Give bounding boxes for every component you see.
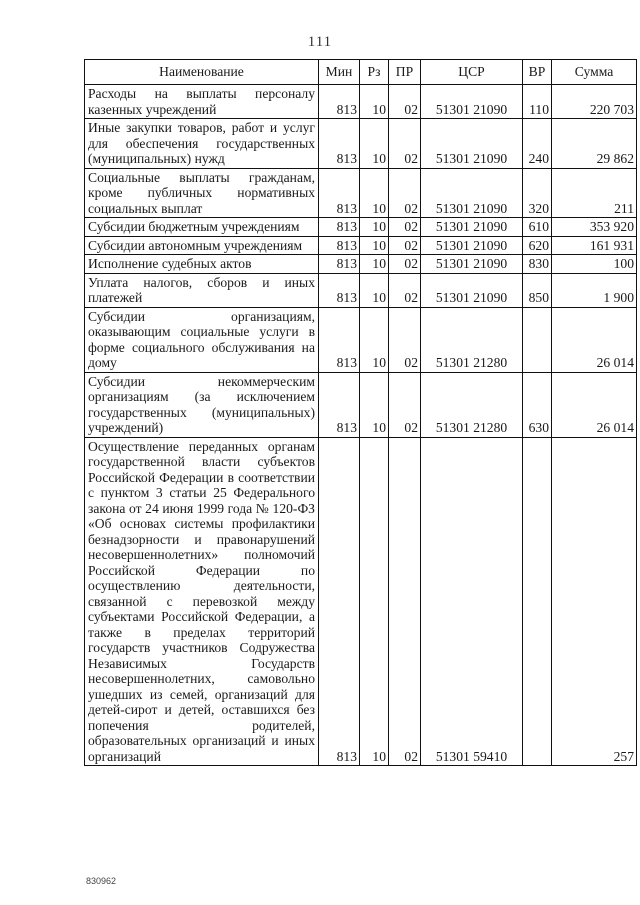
cell-name: Расходы на выплаты персоналу казенных учреждений [85,85,319,119]
cell-rz: 10 [360,273,389,307]
table-row [85,255,637,274]
cell-csr: 51301 21090 [421,236,523,255]
header-name: Наименование [85,60,319,85]
cell-vr: 830 [523,255,552,274]
cell-csr: 51301 21090 [421,255,523,274]
header-csr: ЦСР [421,60,523,85]
cell-name: Иные закупки товаров, работ и услуг для обеспечения государственных (муниципальных) нужд [85,119,319,169]
table-row [85,218,637,237]
cell-vr: 110 [523,85,552,119]
cell-pr: 02 [389,437,421,766]
table-row [85,307,637,372]
cell-sum: 211 [552,168,637,218]
cell-rz: 10 [360,119,389,169]
cell-name: Исполнение судебных актов [85,255,319,274]
cell-min: 813 [319,372,360,437]
cell-csr: 51301 59410 [421,437,523,766]
cell-min: 813 [319,168,360,218]
cell-csr: 51301 21090 [421,85,523,119]
cell-min: 813 [319,218,360,237]
cell-min: 813 [319,119,360,169]
cell-pr: 02 [389,255,421,274]
table-row [85,372,637,437]
cell-sum: 26 014 [552,307,637,372]
cell-pr: 02 [389,119,421,169]
cell-pr: 02 [389,307,421,372]
cell-rz: 10 [360,218,389,237]
header-pr: ПР [389,60,421,85]
cell-csr: 51301 21090 [421,273,523,307]
cell-sum: 257 [552,437,637,766]
cell-vr: 630 [523,372,552,437]
table-row [85,119,637,169]
cell-sum: 353 920 [552,218,637,237]
cell-min: 813 [319,273,360,307]
cell-rz: 10 [360,437,389,766]
cell-csr: 51301 21280 [421,307,523,372]
header-vr: ВР [523,60,552,85]
cell-rz: 10 [360,85,389,119]
cell-min: 813 [319,255,360,274]
cell-vr [523,307,552,372]
cell-pr: 02 [389,236,421,255]
cell-csr: 51301 21090 [421,168,523,218]
budget-table [84,59,637,766]
header-sum: Сумма [552,60,637,85]
cell-csr: 51301 21090 [421,218,523,237]
cell-name: Осуществление переданных органам государственной власти субъектов Российской Федерации в соответствии с пунктом 3 статьи 25 Федерального закона от 24 июня 1999 года № 120-ФЗ «Об основах системы профилактики безнадзорности и правонарушений несовершеннолетних» полномочий Российской Федерации по осуществлению деятельности, связанной с перевозкой между субъектами Российской Федерации, а также в пределах территорий государств участников Содружества Независимых Государств несовершеннолетних, самовольно ушедших из семей, организаций для детей-сирот и детей, оставшихся без попечения родителей, образовательных организаций и иных организаций [85,437,319,766]
table-row [85,437,637,766]
table-row [85,168,637,218]
cell-rz: 10 [360,255,389,274]
cell-name: Социальные выплаты гражданам, кроме публичных нормативных социальных выплат [85,168,319,218]
cell-vr: 620 [523,236,552,255]
cell-min: 813 [319,307,360,372]
cell-vr: 850 [523,273,552,307]
cell-sum: 29 862 [552,119,637,169]
table-header-row [85,60,637,85]
header-rz: Рз [360,60,389,85]
cell-pr: 02 [389,85,421,119]
table-row [85,236,637,255]
cell-rz: 10 [360,307,389,372]
cell-vr [523,437,552,766]
cell-min: 813 [319,85,360,119]
cell-sum: 220 703 [552,85,637,119]
cell-name: Субсидии автономным учреждениям [85,236,319,255]
cell-vr: 320 [523,168,552,218]
page-number: 111 [307,34,333,50]
cell-csr: 51301 21090 [421,119,523,169]
footer-code: 830962 [86,876,117,886]
cell-pr: 02 [389,372,421,437]
cell-name: Субсидии бюджетным учреждениям [85,218,319,237]
cell-sum: 26 014 [552,372,637,437]
cell-name: Уплата налогов, сборов и иных платежей [85,273,319,307]
cell-sum: 100 [552,255,637,274]
header-min: Мин [319,60,360,85]
table-row [85,85,637,119]
cell-rz: 10 [360,372,389,437]
cell-name: Субсидии некоммерческим организациям (за исключением государственных (муниципальных) учреждений) [85,372,319,437]
cell-rz: 10 [360,236,389,255]
cell-min: 813 [319,236,360,255]
cell-pr: 02 [389,168,421,218]
cell-vr: 240 [523,119,552,169]
cell-sum: 161 931 [552,236,637,255]
cell-pr: 02 [389,218,421,237]
table-row [85,273,637,307]
cell-sum: 1 900 [552,273,637,307]
cell-vr: 610 [523,218,552,237]
cell-name: Субсидии организациям, оказывающим социальные услуги в форме социального обслуживания на дому [85,307,319,372]
cell-pr: 02 [389,273,421,307]
cell-rz: 10 [360,168,389,218]
cell-csr: 51301 21280 [421,372,523,437]
cell-min: 813 [319,437,360,766]
